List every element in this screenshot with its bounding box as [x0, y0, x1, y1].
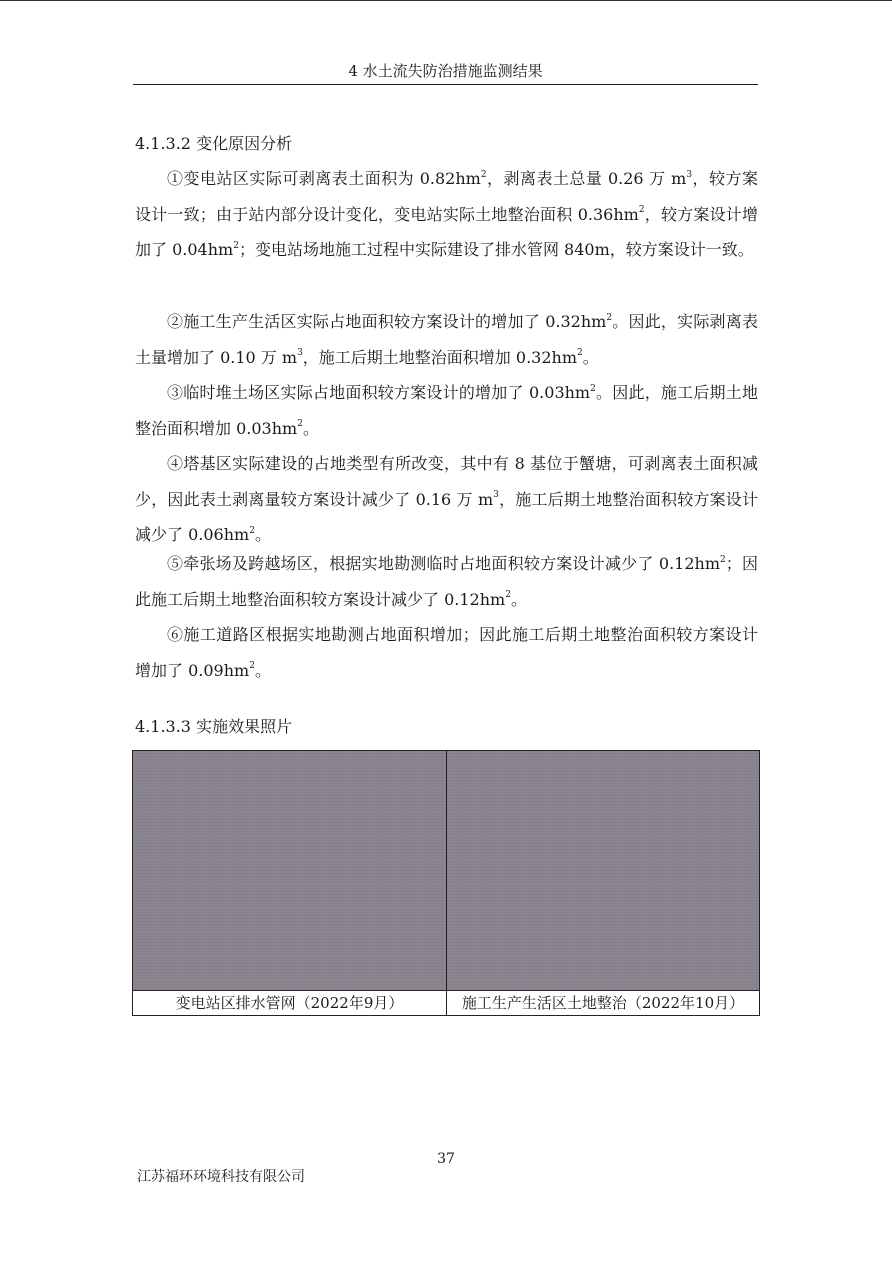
text-run: 。	[510, 589, 527, 609]
running-header: 4 水土流失防治措施监测结果	[348, 62, 543, 80]
text-run: ③临时堆土场区实际占地面积较方案设计的增加了 0.03hm	[167, 383, 591, 402]
text-run: 。因此，施工后期土地整治面积增加 0.03hm	[135, 383, 758, 438]
paragraph-construction-road-area	[135, 617, 758, 688]
text-run: ，较方案设计一致；由于站内部分设计变化，变电站实际土地整治面积 0.36hm	[135, 169, 758, 224]
text-run: ，剥离表土总量 0.26 万 m	[486, 169, 687, 188]
text-run: 。	[254, 525, 271, 544]
paragraph-substation-area	[135, 161, 758, 268]
section-heading-change-reasons: 4.1.3.2 变化原因分析	[135, 134, 293, 153]
superscript: 3	[297, 348, 303, 359]
text-run: 。因此，实际剥离表土量增加了 0.10 万 m	[135, 312, 758, 367]
text-run: ，较方案设计增加了 0.04hm	[135, 204, 758, 259]
superscript: 3	[493, 490, 499, 501]
photo-caption-left: 变电站区排水管网（2022年9月）	[175, 994, 404, 1012]
text-run: ⑤牵张场及跨越场区，根据实地勘测临时占地面积较方案设计减少了 0.12hm	[167, 554, 721, 573]
photo-substation-drainage	[133, 751, 446, 990]
superscript: 2	[606, 312, 613, 323]
superscript: 2	[297, 419, 303, 430]
text-run: 。	[254, 660, 271, 680]
page-top-border	[0, 0, 892, 1]
paragraph-tower-base-area	[135, 446, 758, 553]
page-number: 37	[437, 1151, 455, 1167]
superscript: 2	[480, 169, 487, 180]
text-run: ；因此施工后期土地整治面积较方案设计减少了 0.12hm	[135, 554, 758, 609]
photo-caption-right: 施工生产生活区土地整治（2022年10月）	[461, 994, 745, 1012]
photo-table-divider	[446, 751, 447, 1015]
text-run: ，施工后期土地整治面积增加 0.32hm	[302, 347, 577, 367]
paragraph-tension-crossing-area	[135, 546, 758, 617]
superscript: 2	[505, 590, 511, 601]
superscript: 2	[720, 554, 726, 565]
text-run: ，施工后期土地整治面积较方案设计减少了 0.06hm	[135, 489, 758, 544]
paragraph-temporary-soil-area	[135, 375, 758, 446]
text-run: 。	[302, 418, 319, 438]
photo-table	[132, 750, 760, 1016]
text-run: ①变电站区实际可剥离表土面积为 0.82hm	[167, 169, 481, 188]
text-run: ④塔基区实际建设的占地类型有所改变，其中有 8 基位于蟹塘，可剥离表土面积减少，因此表土剥离量较方案设计减少了 0.16 万 m	[135, 454, 758, 509]
company-name: 江苏福环环境科技有限公司	[137, 1169, 305, 1185]
superscript: 2	[249, 661, 255, 672]
superscript: 2	[590, 383, 596, 394]
photo-land-remediation	[447, 751, 759, 990]
superscript: 2	[577, 348, 583, 359]
text-run: ②施工生产生活区实际占地面积较方案设计的增加了 0.32hm	[167, 312, 607, 331]
superscript: 3	[686, 169, 693, 180]
superscript: 2	[249, 525, 255, 536]
header-divider	[133, 84, 758, 85]
superscript: 2	[233, 240, 239, 251]
paragraph-construction-living-area	[135, 304, 758, 375]
text-run: ；变电站场地施工过程中实际建设了排水管网 840m，较方案设计一致。	[238, 240, 754, 259]
section-heading-effect-photos: 4.1.3.3 实施效果照片	[135, 717, 293, 736]
text-run: ⑥施工道路区根据实地勘测占地面积增加；因此施工后期土地整治面积较方案设计增加了 0.09hm	[135, 625, 758, 680]
superscript: 2	[638, 205, 645, 216]
text-run: 。	[582, 347, 599, 367]
